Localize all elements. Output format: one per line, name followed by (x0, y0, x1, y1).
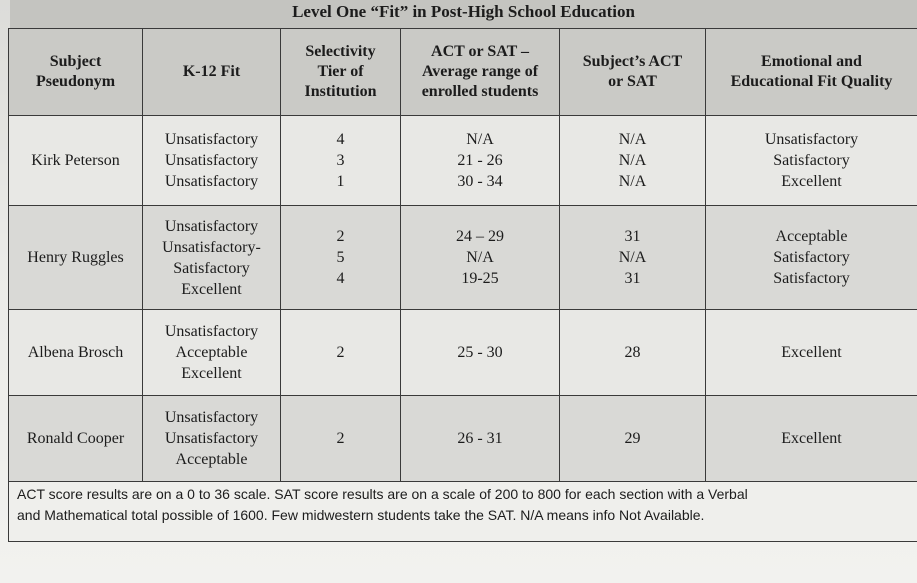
score-cell: N/A N/A N/A (560, 116, 706, 206)
header-selectivity-tier: Selectivity Tier of Institution (281, 29, 401, 116)
range-cell: 24 – 29 N/A 19-25 (401, 206, 560, 310)
table-title: Level One “Fit” in Post-High School Education (10, 0, 917, 28)
table-row (9, 310, 917, 396)
k12-fit-cell: Unsatisfactory Unsatisfactory Unsatisfactory (143, 116, 281, 206)
table-footnote (8, 482, 917, 542)
footnote-line: ACT score results are on a 0 to 36 scale. SAT score results are on a scale of 200 to 800 for each section with a Verbal (17, 486, 748, 502)
subject-name: Henry Ruggles (9, 206, 143, 310)
table-row (9, 396, 917, 482)
tier-cell: 2 (281, 310, 401, 396)
subject-name: Albena Brosch (9, 310, 143, 396)
k12-fit-cell: Unsatisfactory Acceptable Excellent (143, 310, 281, 396)
table-row (9, 206, 917, 310)
quality-cell: Excellent (706, 396, 917, 482)
k12-fit-cell: Unsatisfactory Unsatisfactory Acceptable (143, 396, 281, 482)
header-subject-pseudonym: Subject Pseudonym (9, 29, 143, 116)
table-row (9, 116, 917, 206)
header-row (9, 29, 917, 116)
range-cell: 26 - 31 (401, 396, 560, 482)
header-fit-quality: Emotional and Educational Fit Quality (706, 29, 917, 116)
subject-name: Kirk Peterson (9, 116, 143, 206)
quality-cell: Unsatisfactory Satisfactory Excellent (706, 116, 917, 206)
tier-cell: 2 (281, 396, 401, 482)
tier-cell: 4 3 1 (281, 116, 401, 206)
fit-table (8, 28, 917, 482)
subject-name: Ronald Cooper (9, 396, 143, 482)
range-cell: 25 - 30 (401, 310, 560, 396)
score-cell: 28 (560, 310, 706, 396)
score-cell: 29 (560, 396, 706, 482)
header-k12-fit: K-12 Fit (143, 29, 281, 116)
range-cell: N/A 21 - 26 30 - 34 (401, 116, 560, 206)
quality-cell: Excellent (706, 310, 917, 396)
footnote-line: and Mathematical total possible of 1600. Few midwestern students take the SAT. N/A means info Not Available. (17, 507, 705, 523)
quality-cell: Acceptable Satisfactory Satisfactory (706, 206, 917, 310)
tier-cell: 2 5 4 (281, 206, 401, 310)
header-act-sat-range: ACT or SAT – Average range of enrolled students (401, 29, 560, 116)
k12-fit-cell: Unsatisfactory Unsatisfactory- Satisfactory Excellent (143, 206, 281, 310)
score-cell: 31 N/A 31 (560, 206, 706, 310)
header-subject-score: Subject’s ACT or SAT (560, 29, 706, 116)
